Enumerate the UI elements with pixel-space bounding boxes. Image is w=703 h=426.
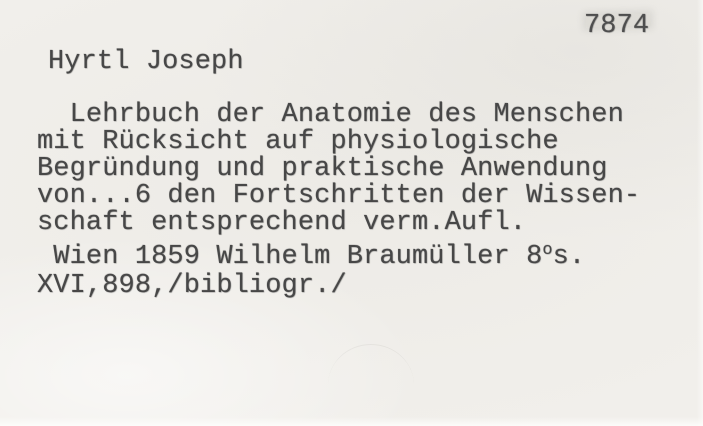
imprint-publisher-text: Wien 1859 Wilhelm Braumüller 8 — [37, 242, 543, 272]
title-paragraph — [37, 102, 640, 237]
imprint-publisher-suffix: s. — [552, 242, 586, 272]
title-line: schaft entsprechend verm.Aufl. — [37, 208, 527, 238]
imprint-paragraph — [37, 241, 586, 301]
catalog-number: 7874 — [584, 11, 650, 41]
title-line: Begründung und praktische Anwendung — [37, 154, 608, 184]
scan-arc-artifact — [328, 344, 414, 385]
imprint-line-publisher — [37, 241, 586, 273]
title-line: Lehrbuch der Anatomie des Menschen — [37, 100, 624, 130]
author-heading: Hyrtl Joseph — [48, 47, 244, 77]
imprint-line-collation: XVI,898,/bibliogr./ — [37, 271, 347, 301]
octavo-superscript: o — [542, 241, 553, 260]
title-line: mit Rücksicht auf physiologische — [37, 127, 559, 157]
title-line: von...6 den Fortschritten der Wissen- — [37, 181, 641, 211]
